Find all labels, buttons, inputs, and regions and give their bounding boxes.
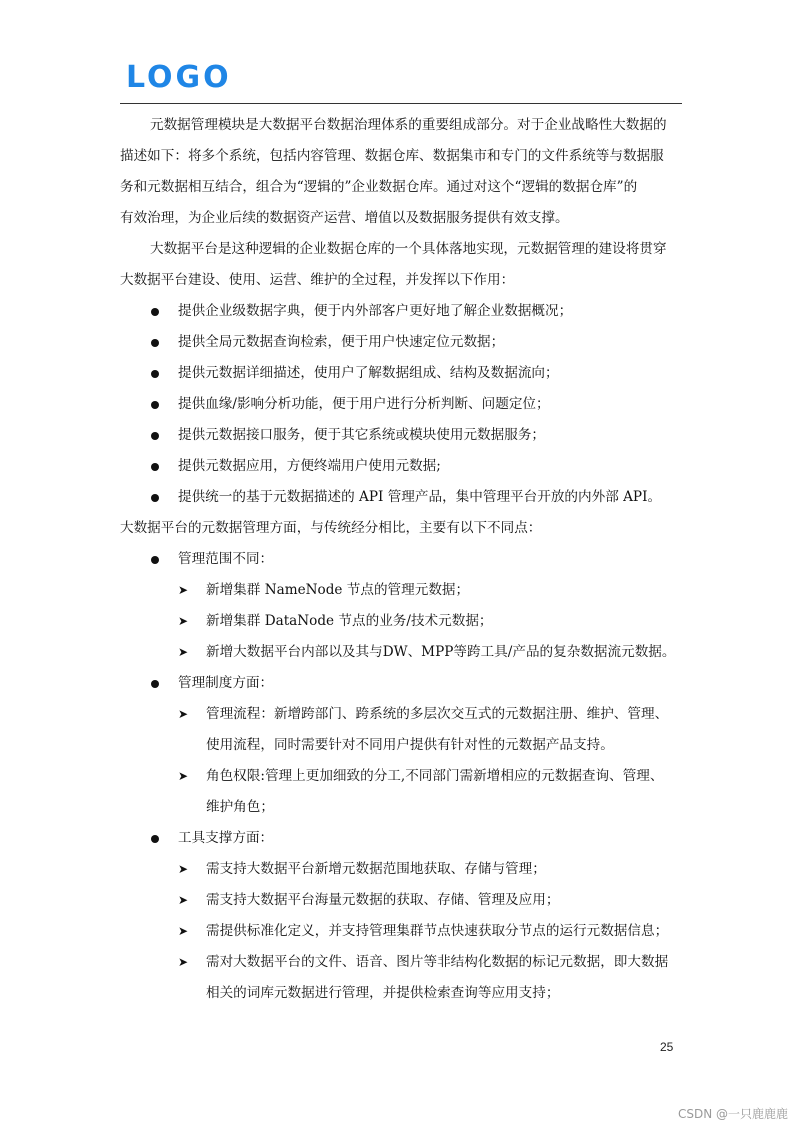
paragraph-line: 描述如下：将多个系统，包括内容管理、数据仓库、数据集市和专门的文件系统等与数据服 — [120, 148, 664, 164]
sub-list-item — [120, 947, 682, 978]
paragraph-line: 元数据管理模块是大数据平台数据治理体系的重要组成部分。对于企业战略性大数据的 — [150, 117, 667, 133]
sub-list-item — [120, 606, 682, 637]
sub-list-item — [120, 699, 682, 730]
arrow-bullet-icon: ➤ — [178, 614, 189, 628]
bullet-icon — [151, 401, 159, 409]
bullet-icon — [151, 432, 159, 440]
bullet-icon — [151, 680, 159, 688]
section-heading — [120, 823, 682, 854]
paragraph-line: 务和元数据相互结合，组合为“逻辑的”企业数据仓库。通过对这个“逻辑的数据仓库”的 — [120, 179, 638, 195]
logo: LOGO — [126, 60, 232, 95]
sub-list-item — [120, 575, 682, 606]
watermark: CSDN @一只鹿鹿鹿 — [677, 1107, 788, 1121]
arrow-bullet-icon: ➤ — [178, 769, 189, 783]
sub-list-item — [120, 916, 682, 947]
list-item — [120, 327, 682, 358]
list-item-text: 提供元数据应用，方便终端用户使用元数据; — [178, 458, 441, 474]
list-item — [120, 389, 682, 420]
bullet-icon — [151, 463, 159, 471]
sub-list-item — [120, 885, 682, 916]
list-item — [120, 358, 682, 389]
arrow-bullet-icon: ➤ — [178, 645, 189, 659]
section-title: 工具支撑方面： — [178, 830, 274, 846]
bullet-icon — [151, 556, 159, 564]
arrow-bullet-icon: ➤ — [178, 583, 189, 597]
sub-list-item-text: 需提供标准化定义，并支持管理集群节点快速获取分节点的运行元数据信息； — [206, 923, 669, 939]
bullet-icon — [151, 339, 159, 347]
arrow-bullet-icon: ➤ — [178, 893, 189, 907]
list-item-text: 提供统一的基于元数据描述的 API 管理产品，集中管理平台开放的内外部 API。 — [178, 489, 662, 505]
sub-list-item-text: 新增集群 DataNode 节点的业务/技术元数据； — [206, 613, 493, 629]
bullet-icon — [151, 308, 159, 316]
list-item-text: 提供企业级数据字典，便于内外部客户更好地了解企业数据概况； — [178, 303, 573, 319]
list-item — [120, 296, 682, 327]
list-item — [120, 451, 682, 482]
sub-list-item-text: 新增大数据平台内部以及其与DW、MPP等跨工具/产品的复杂数据流元数据。 — [206, 644, 676, 660]
list-item-text: 提供元数据详细描述，使用户了解数据组成、结构及数据流向； — [178, 365, 559, 381]
sub-list-item — [120, 637, 682, 668]
section-title: 管理制度方面： — [178, 675, 274, 691]
paragraph-line: 大数据平台建设、使用、运营、维护的全过程，并发挥以下作用： — [120, 272, 515, 288]
sub-list-item-text: 需支持大数据平台新增元数据范围地获取、存储与管理； — [206, 861, 546, 877]
arrow-bullet-icon: ➤ — [178, 924, 189, 938]
list-item-text: 提供全局元数据查询检索，便于用户快速定位元数据； — [178, 334, 505, 350]
paragraph-line: 大数据平台的元数据管理方面，与传统经分相比，主要有以下不同点： — [120, 520, 542, 536]
list-item — [120, 420, 682, 451]
section-title: 管理范围不同： — [178, 551, 274, 567]
header-divider — [120, 103, 682, 104]
sub-list-item-text: 新增集群 NameNode 节点的管理元数据； — [206, 582, 470, 598]
sub-list-item-continuation: 使用流程，同时需要针对不同用户提供有针对性的元数据产品支持。 — [206, 737, 614, 753]
arrow-bullet-icon: ➤ — [178, 862, 189, 876]
section-heading — [120, 668, 682, 699]
bullet-icon — [151, 835, 159, 843]
sub-list-item-continuation: 维护角色； — [206, 799, 274, 815]
paragraph-line: 大数据平台是这种逻辑的企业数据仓库的一个具体落地实现，元数据管理的建设将贯穿 — [150, 241, 667, 257]
sub-list-item-text: 管理流程：新增跨部门、跨系统的多层次交互式的元数据注册、维护、管理、 — [206, 706, 669, 722]
sub-list-item-continuation: 相关的词库元数据进行管理，并提供检索查询等应用支持； — [206, 985, 560, 1001]
paragraph-line: 有效治理，为企业后续的数据资产运营、增值以及数据服务提供有效支撑。 — [120, 210, 569, 226]
sub-list-item-text: 需支持大数据平台海量元数据的获取、存储、管理及应用； — [206, 892, 560, 908]
page-number: 25 — [660, 1040, 674, 1054]
sub-list-item — [120, 854, 682, 885]
document-body — [120, 110, 682, 1009]
list-item — [120, 482, 682, 513]
section-heading — [120, 544, 682, 575]
bullet-icon — [151, 370, 159, 378]
bullet-icon — [151, 494, 159, 502]
sub-list-item-text: 角色权限:管理上更加细致的分工,不同部门需新增相应的元数据查询、管理、 — [206, 768, 664, 784]
arrow-bullet-icon: ➤ — [178, 955, 189, 969]
list-item-text: 提供血缘/影响分析功能，便于用户进行分析判断、问题定位； — [178, 396, 550, 412]
sub-list-item-text: 需对大数据平台的文件、语音、图片等非结构化数据的标记元数据，即大数据 — [206, 954, 669, 970]
list-item-text: 提供元数据接口服务，便于其它系统或模块使用元数据服务； — [178, 427, 546, 443]
sub-list-item — [120, 761, 682, 792]
arrow-bullet-icon: ➤ — [178, 707, 189, 721]
